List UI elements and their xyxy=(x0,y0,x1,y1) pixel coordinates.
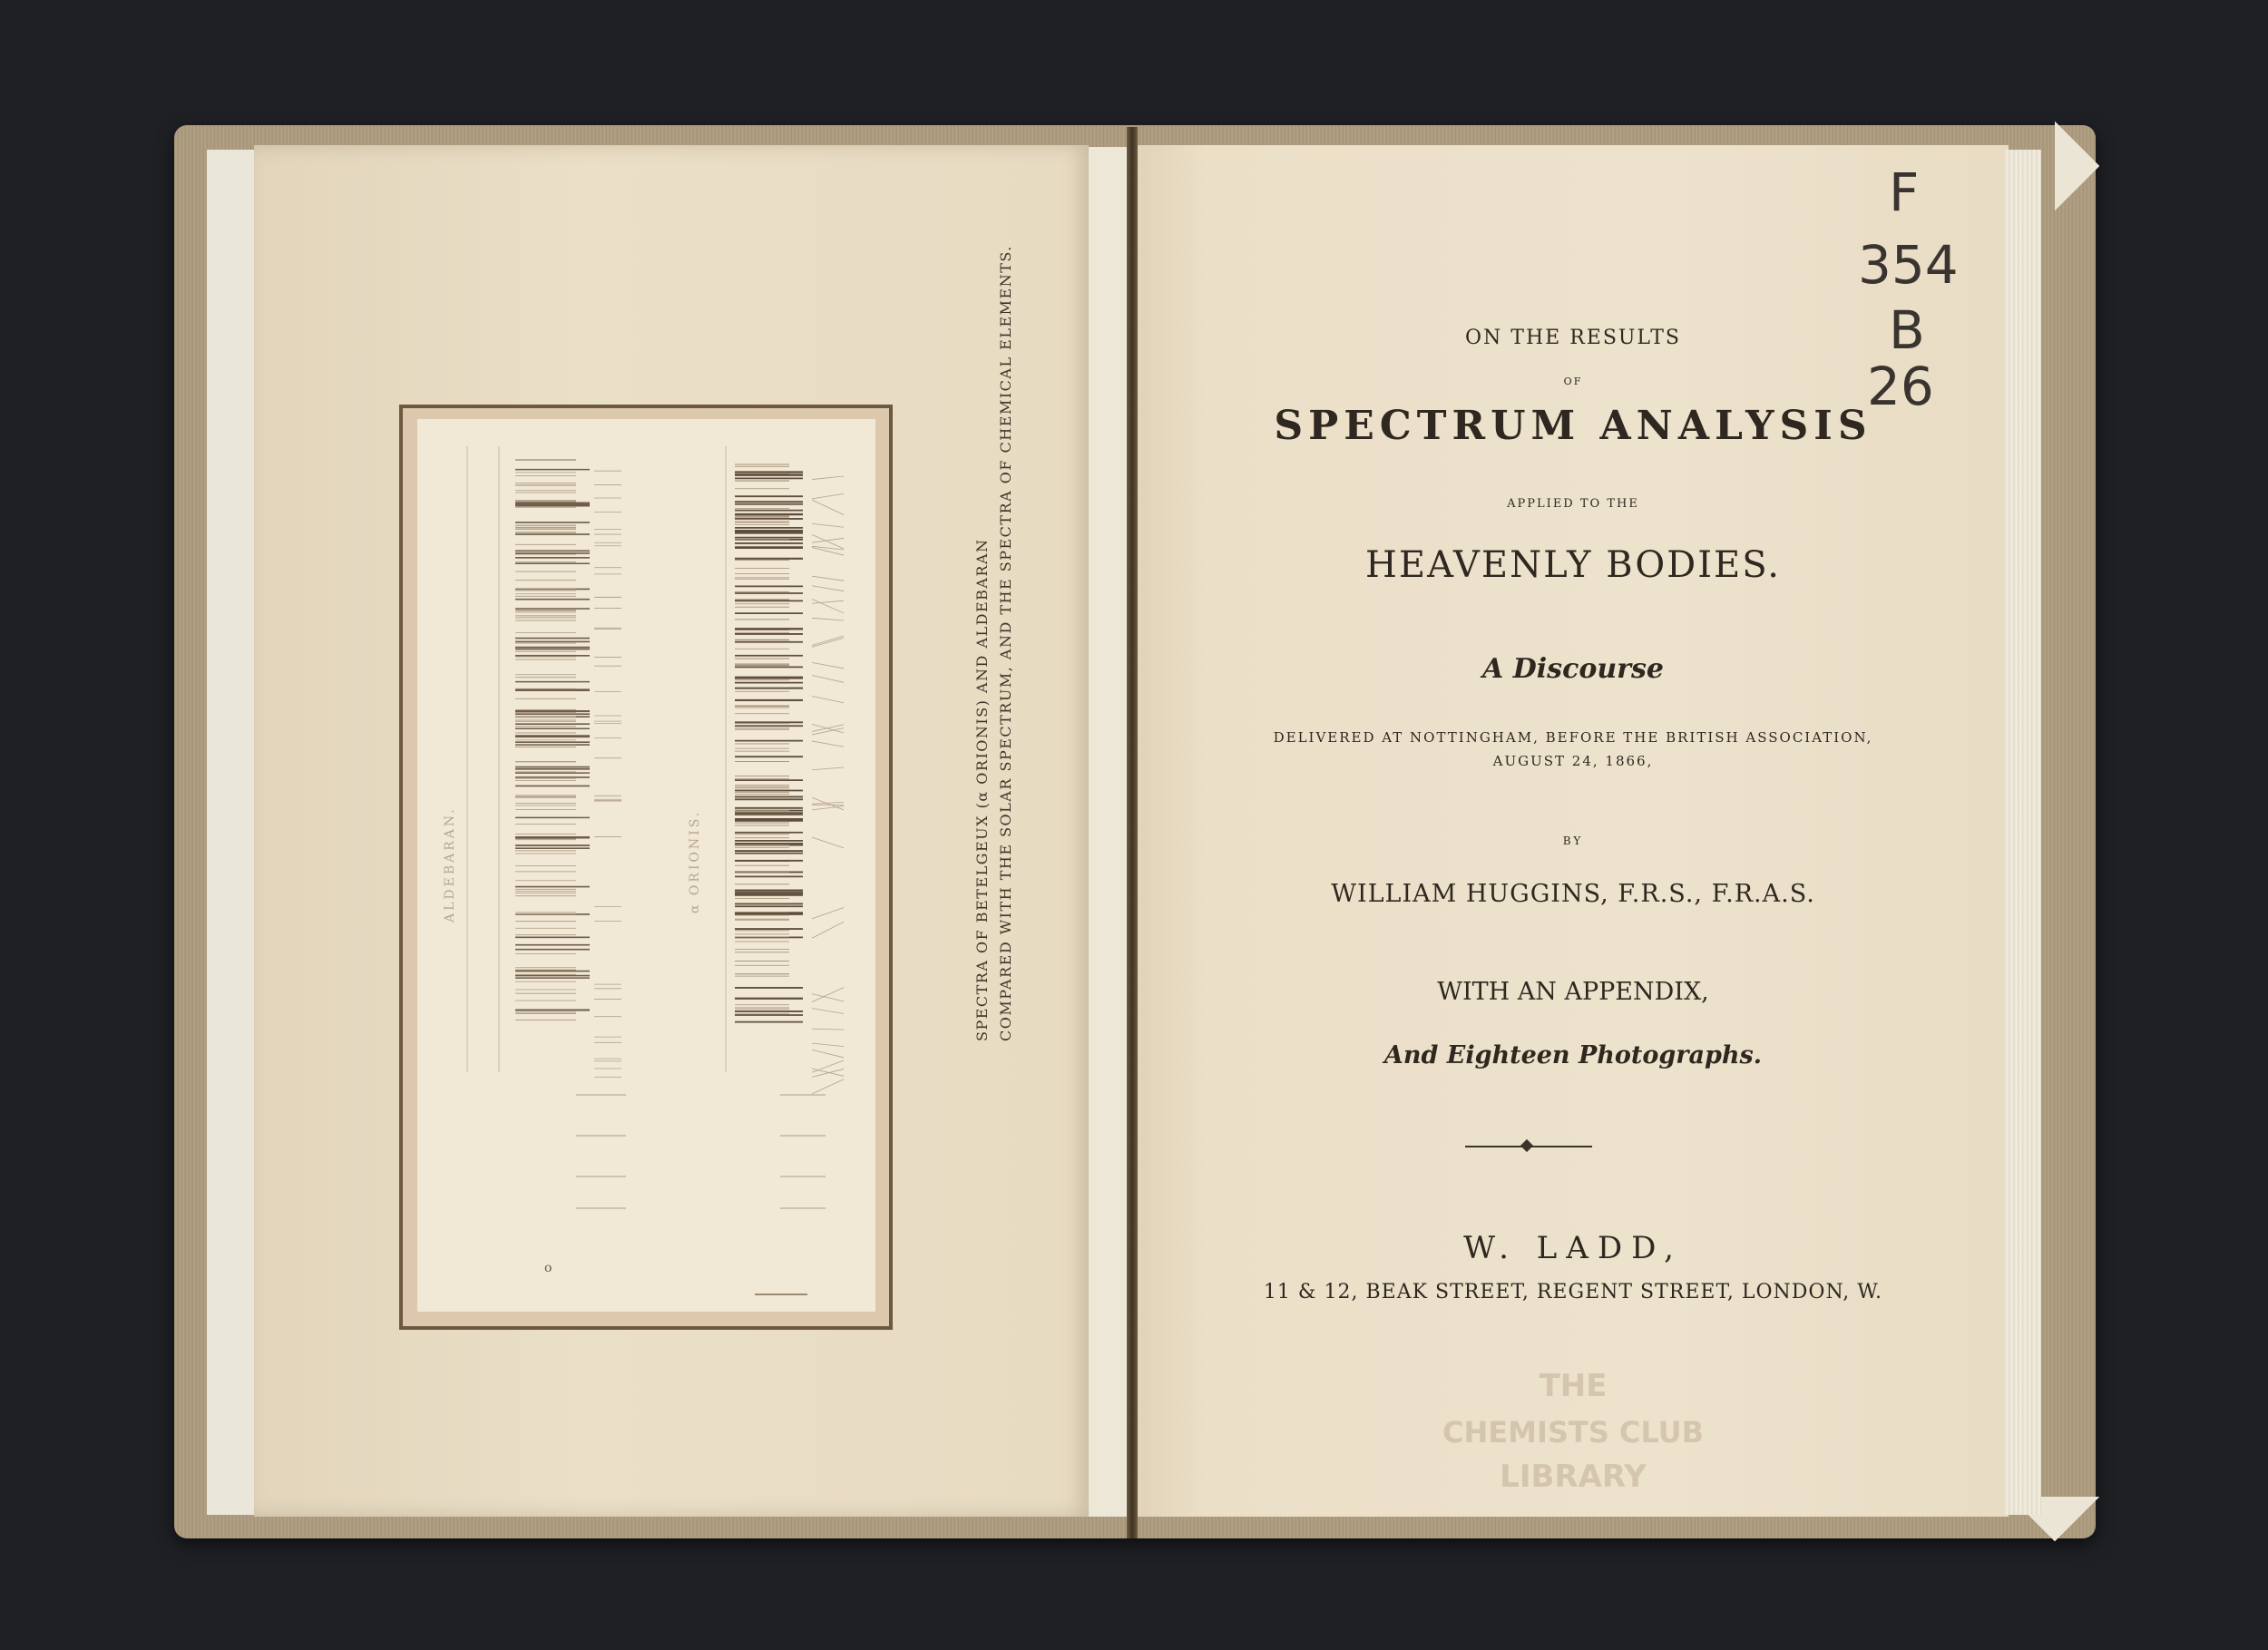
tick-mark xyxy=(812,1009,844,1014)
title-delivered: DELIVERED AT NOTTINGHAM, BEFORE THE BRITISH ASSOCIATION, xyxy=(1273,729,1873,746)
title-discourse: A Discourse xyxy=(1482,653,1664,685)
plate-caption-line-1: SPECTRA OF BETELGEUX (α ORIONIS) AND ALDEBARAN xyxy=(973,538,991,1041)
plate-mark: o xyxy=(544,1261,552,1275)
tick-mark xyxy=(812,697,844,703)
title-heavenly-bodies: HEAVENLY BODIES. xyxy=(1365,544,1781,586)
spectra-lines xyxy=(417,419,875,1312)
shelfmark-line-1: F xyxy=(1889,161,1920,223)
shelfmark-line-4: 26 xyxy=(1867,356,1934,417)
tick-mark xyxy=(812,1050,844,1057)
shelfmark-line-2: 354 xyxy=(1858,234,1959,296)
title-date: AUGUST 24, 1866, xyxy=(1492,753,1654,769)
publisher-address: 11 & 12, BEAK STREET, REGENT STREET, LONDON, W. xyxy=(1263,1281,1883,1303)
tick-mark xyxy=(812,1069,844,1077)
tick-mark xyxy=(812,636,844,645)
tick-mark xyxy=(812,1069,844,1076)
publisher-name: W. LADD, xyxy=(1463,1230,1683,1266)
tick-mark xyxy=(812,922,844,938)
stamp-line-1: THE xyxy=(1539,1368,1608,1404)
left-endleaf xyxy=(207,150,259,1515)
tick-mark xyxy=(812,618,844,620)
page-edges xyxy=(2005,150,2041,1515)
title-photographs: And Eighteen Photographs. xyxy=(1383,1041,1763,1069)
orionis-label: α ORIONIS. xyxy=(688,809,702,913)
tick-mark xyxy=(812,1079,844,1094)
tick-mark xyxy=(812,476,844,480)
title-page xyxy=(1138,145,2009,1517)
book-spine xyxy=(1127,127,1138,1538)
tick-mark xyxy=(812,638,844,647)
gutter-strip xyxy=(1089,147,1127,1517)
title-main: SPECTRUM ANALYSIS xyxy=(1274,403,1872,449)
tick-mark xyxy=(812,741,844,747)
plate-caption xyxy=(971,245,1018,1041)
tick-mark xyxy=(812,586,844,591)
tick-mark xyxy=(812,1029,844,1030)
title-appendix: WITH AN APPENDIX, xyxy=(1437,978,1709,1006)
tick-mark xyxy=(812,767,844,770)
stamp-line-3: LIBRARY xyxy=(1500,1459,1647,1495)
stamp-line-2: CHEMISTS CLUB xyxy=(1442,1415,1705,1450)
aldebaran-label: ALDEBARAN. xyxy=(443,806,457,923)
plate-caption-line-2: COMPARED WITH THE SOLAR SPECTRUM, AND THE SPECTRA OF CHEMICAL ELEMENTS. xyxy=(997,245,1014,1041)
shelfmark-line-3: B xyxy=(1889,299,1925,361)
tick-mark xyxy=(812,908,844,919)
tick-mark xyxy=(812,675,844,682)
title-by: BY xyxy=(1562,835,1584,847)
tick-mark xyxy=(812,547,844,555)
tick-mark xyxy=(812,1043,844,1046)
tick-mark xyxy=(812,837,844,848)
tick-mark xyxy=(812,523,844,527)
title-line-on-the-results: ON THE RESULTS xyxy=(1465,327,1681,349)
title-line-of: OF xyxy=(1563,376,1583,387)
spectra-plate-image xyxy=(417,419,875,1312)
tick-mark xyxy=(812,662,844,669)
tick-mark xyxy=(812,493,844,498)
tick-mark xyxy=(812,1060,844,1072)
tick-mark xyxy=(812,576,844,581)
title-author: WILLIAM HUGGINS, F.R.S., F.R.A.S. xyxy=(1331,880,1815,908)
title-line-applied: APPLIED TO THE xyxy=(1507,497,1639,511)
tick-mark xyxy=(812,500,844,514)
